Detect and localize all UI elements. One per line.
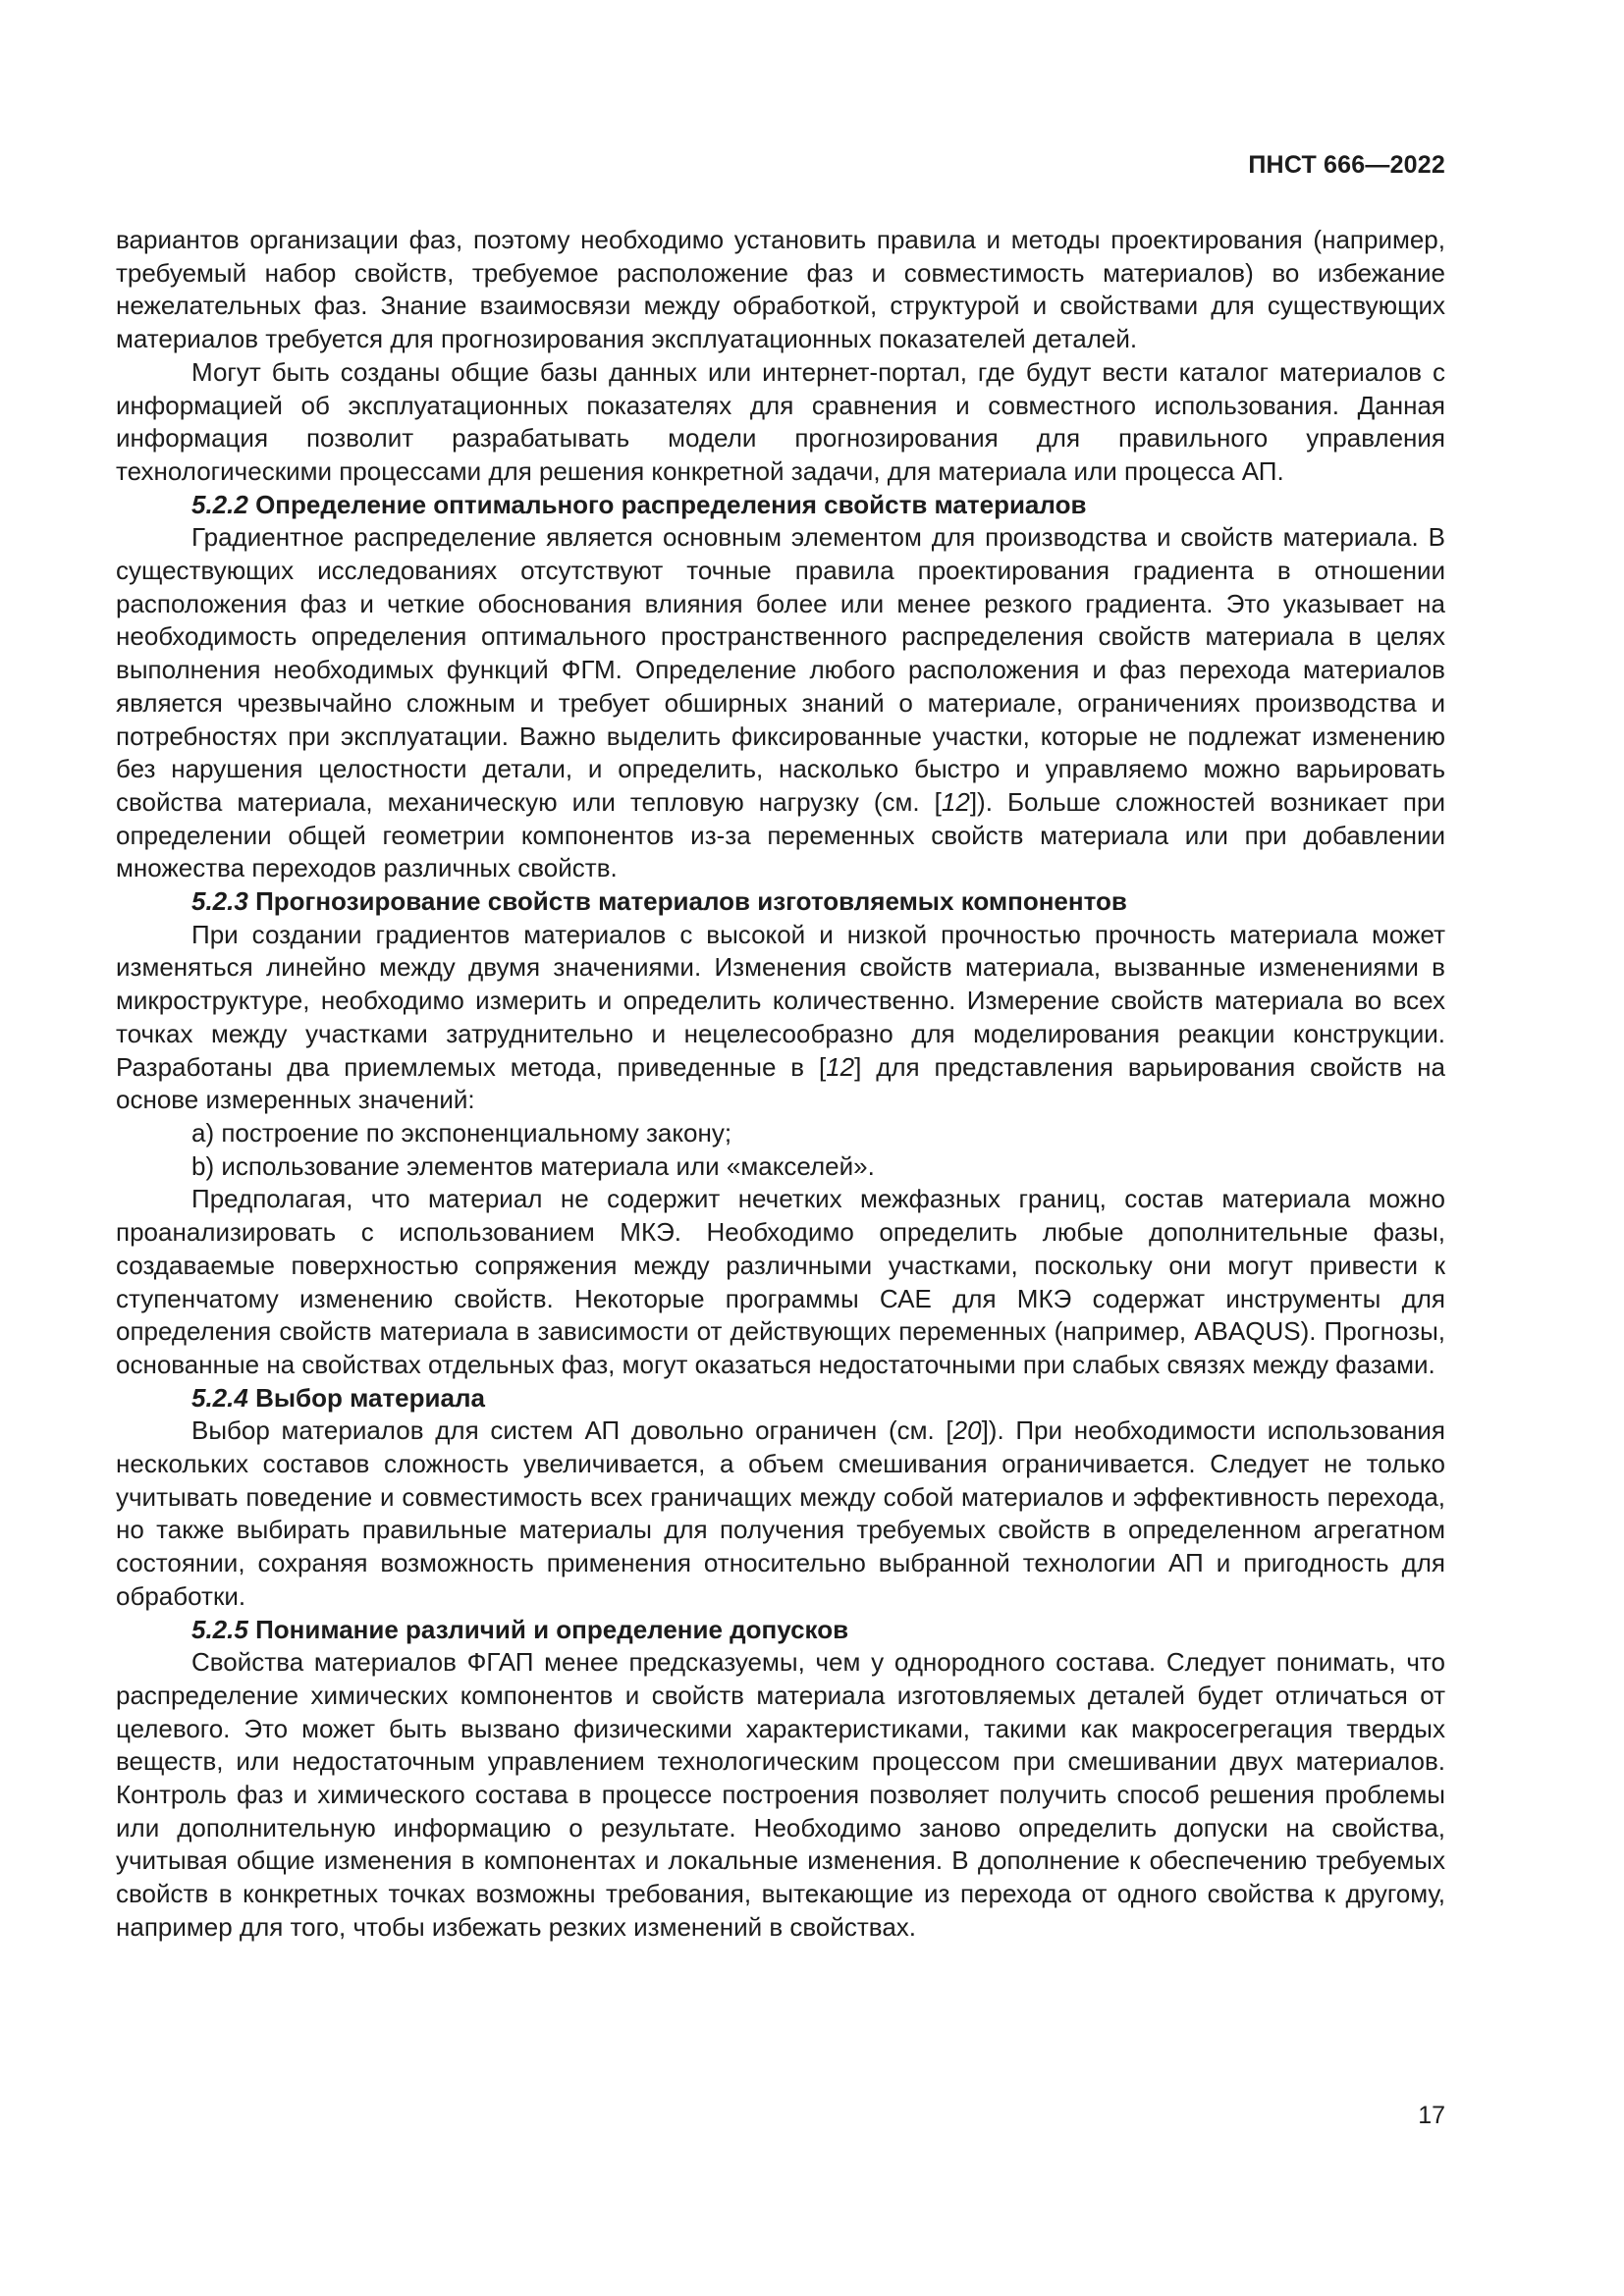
section-title: Определение оптимального распределения свойств материалов bbox=[255, 489, 1087, 519]
paragraph-gradient-distribution bbox=[116, 521, 1445, 885]
document-code: ПНСТ 666—2022 bbox=[1248, 151, 1445, 179]
paragraph-property-prediction bbox=[116, 919, 1445, 1117]
paragraph-text: ]). Больше сложностей возникает при определении общей геометрии компонентов из-за переменных свойств материала или при добавлении множества переходов различных свойств. bbox=[116, 786, 1445, 883]
paragraph-text: Выбор материалов для систем АП довольно ограничен (см. [ bbox=[191, 1415, 953, 1446]
section-heading-5-2-5 bbox=[116, 1614, 1445, 1647]
section-title: Выбор материала bbox=[255, 1382, 485, 1413]
list-item-a: а) построение по экспоненциальному закону; bbox=[191, 1117, 732, 1148]
list-item-b: b) использование элементов материала или «макселей». bbox=[191, 1150, 875, 1181]
reference-number: 12 bbox=[826, 1051, 855, 1082]
paragraph-text: ]). При необходимости использования нескольких составов сложность увеличивается, а объем смешивания ограничивается. Следует не только учитывать поведение и совместимость всех граничащих между собой материалов и эффективность перехода, но также выбирать правильные материалы для получения требуемых свойств в определенном агрегатном состоянии, сохраняя возможность применения относительно выбранной технологии АП и пригодность для обработки. bbox=[116, 1415, 1445, 1611]
page-body bbox=[116, 224, 1445, 1945]
paragraph-text: Градиентное распределение является основным элементом для производства и свойств материала. В существующих исследованиях отсутствуют точные правила проектирования градиента в отношении расположения фаз и четкие обоснования влияния более или менее резкого градиента. Это указывает на необходимость определения оптимального пространственного распределения свойств материала в целях выполнения необходимых функций ФГМ. Определение любого расположения и фаз перехода материалов является чрезвычайно сложным и требует обширных знаний о материале, ограничениях производства и потребностях при эксплуатации. Важно выделить фиксированные участки, которые не подлежат изменению без нарушения целостности детали, и определить, насколько быстро и управляемо можно варьировать свойства материала, механическую или тепловую нагрузку (см. [ bbox=[116, 522, 1445, 817]
paragraph-fem-analysis: Предполагая, что материал не содержит нечетких межфазных границ, состав материала можно проанализировать с использованием МКЭ. Необходимо определить любые дополнительные фазы, создаваемые поверхностью сопряжения между различными участками, поскольку они могут привести к ступенчатому изменению свойств. Некоторые программы САЕ для МКЭ содержат инструменты для определения свойств материала в зависимости от действующих переменных (например, ABAQUS). Прогнозы, основанные на свойствах отдельных фаз, могут оказаться недостаточными при слабых связях между фазами. bbox=[116, 1184, 1445, 1379]
section-title: Прогнозирование свойств материалов изготовляемых компонентов bbox=[255, 886, 1127, 917]
section-heading-5-2-4 bbox=[116, 1382, 1445, 1415]
paragraph-text: ] для представления варьирования свойств на основе измеренных значений: bbox=[116, 1051, 1445, 1115]
section-number: 5.2.5 bbox=[191, 1614, 248, 1644]
section-number: 5.2.3 bbox=[191, 886, 248, 917]
section-heading-5-2-3 bbox=[116, 885, 1445, 919]
paragraph-tolerances: Свойства материалов ФГАП менее предсказуемы, чем у однородного состава. Следует понимать, что распределение химических компонентов и свойств материала изготовляемых деталей будет отличаться от целевого. Это может быть вызвано физическими характеристиками, такими как макросегрегация твердых веществ, или недостаточным управлением технологическим процессом при смешивании двух материалов. Контроль фаз и химического состава в процессе построения позволяет получить способ решения проблемы или дополнительную информацию о результате. Необходимо заново определить допуски на свойства, учитывая общие изменения в компонентах и локальные изменения. В дополнение к обеспечению требуемых свойств в конкретных точках возможны требования, вытекающие из перехода от одного свойства к другому, например для того, чтобы избежать резких изменений в свойствах. bbox=[116, 1647, 1445, 1942]
reference-number: 12 bbox=[941, 786, 970, 817]
paragraph-continued: вариантов организации фаз, поэтому необходимо установить правила и методы проектирования (например, требуемый набор свойств, требуемое расположение фаз и совместимость материалов) во избежание нежелательных фаз. Знание взаимосвязи между обработкой, структурой и свойствами для существующих материалов требуется для прогнозирования эксплуатационных показателей деталей. bbox=[116, 225, 1445, 354]
paragraph-material-selection bbox=[116, 1415, 1445, 1613]
section-heading-5-2-2 bbox=[116, 489, 1445, 522]
section-number: 5.2.2 bbox=[191, 489, 248, 519]
paragraph-databases: Могут быть созданы общие базы данных или интернет-портал, где будут вести каталог материалов с информацией об эксплуатационных показателях для сравнения и совместного использования. Данная информация позволит разрабатывать модели прогнозирования для правильного управления технологическими процессами для решения конкретной задачи, для материала или процесса АП. bbox=[116, 356, 1445, 486]
section-title: Понимание различий и определение допусков bbox=[255, 1614, 849, 1644]
page-number: 17 bbox=[1418, 2102, 1445, 2129]
section-number: 5.2.4 bbox=[191, 1382, 248, 1413]
paragraph-text: При создании градиентов материалов с высокой и низкой прочностью прочность материала может изменяться линейно между двумя значениями. Изменения свойств материала, вызванные изменениями в микроструктуре, необходимо измерить и определить количественно. Измерение свойств материала во всех точках между участками затруднительно и нецелесообразно для моделирования реакции конструкции. Разработаны два приемлемых метода, приведенные в [ bbox=[116, 919, 1445, 1082]
reference-number: 20 bbox=[952, 1415, 982, 1446]
